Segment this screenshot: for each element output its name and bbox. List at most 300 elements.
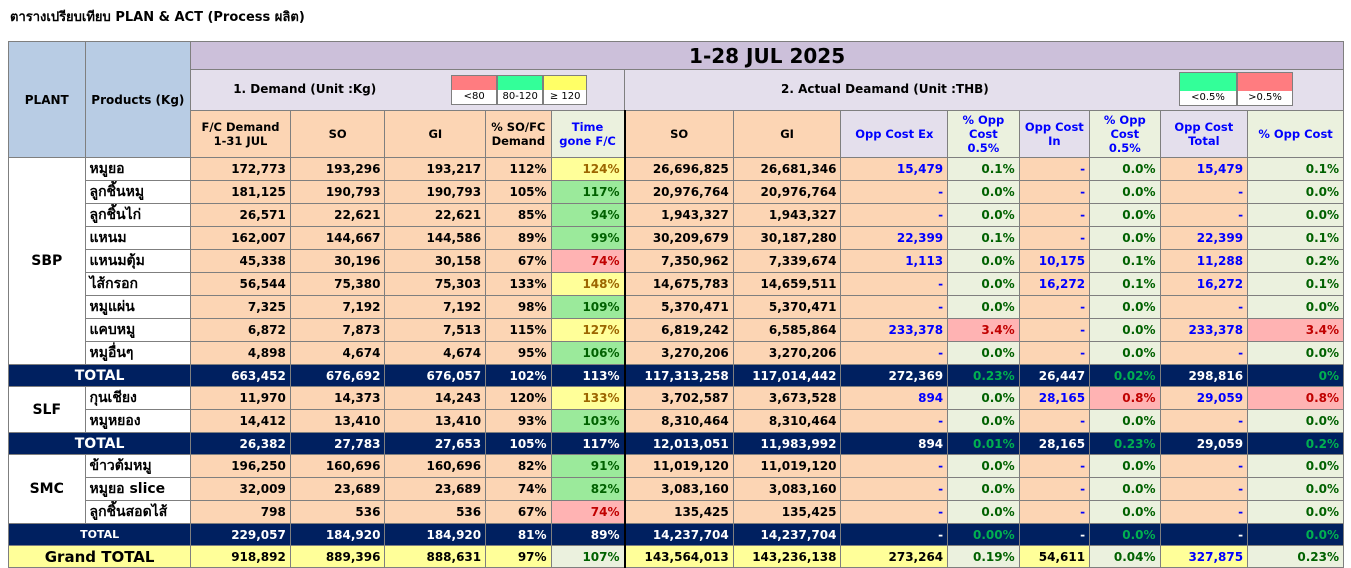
total-oin-cell: 28,165	[1019, 433, 1089, 455]
product-name: ไส้กรอก	[85, 273, 191, 296]
gi-cell: 160,696	[385, 455, 486, 478]
fc-demand-cell: 172,773	[191, 158, 291, 181]
gi-thb-cell: 7,339,674	[733, 250, 841, 273]
total-p1-cell: 0.00%	[948, 524, 1019, 546]
gi-thb-cell: 3,673,528	[733, 387, 841, 410]
time-gone-cell: 74%	[551, 501, 624, 524]
opp-cost-in-cell: -	[1019, 319, 1089, 342]
gi-cell: 23,689	[385, 478, 486, 501]
opp-cost-ex-cell: -	[841, 296, 948, 319]
grand-total-gi-cell: 888,631	[385, 546, 486, 568]
so-cell: 23,689	[290, 478, 385, 501]
header-gi: GI	[385, 111, 486, 158]
opp-cost-ex-cell: -	[841, 478, 948, 501]
pct-opp-1-cell: 0.0%	[948, 410, 1019, 433]
table-row	[9, 181, 1344, 204]
gi-thb-cell: 5,370,471	[733, 296, 841, 319]
gi-thb-cell: 26,681,346	[733, 158, 841, 181]
so-thb-cell: 3,702,587	[625, 387, 734, 410]
opp-cost-in-cell: -	[1019, 204, 1089, 227]
gi-thb-cell: 3,083,160	[733, 478, 841, 501]
pct-opp-2-cell: 0.0%	[1090, 319, 1160, 342]
gi-cell: 30,158	[385, 250, 486, 273]
table-row	[9, 501, 1344, 524]
header-fc-demand: F/C Demand 1-31 JUL	[191, 111, 291, 158]
fc-demand-cell: 196,250	[191, 455, 291, 478]
opp-cost-total-cell: 29,059	[1160, 387, 1248, 410]
fc-demand-cell: 45,338	[191, 250, 291, 273]
grand-total-p3-cell: 0.23%	[1248, 546, 1344, 568]
legend-high-pct-label: >0.5%	[1238, 91, 1292, 105]
time-gone-cell: 91%	[551, 455, 624, 478]
time-gone-cell: 74%	[551, 250, 624, 273]
opp-cost-in-cell: -	[1019, 455, 1089, 478]
product-name: ข้าวต้มหมู	[85, 455, 191, 478]
section-actual-title: 2. Actual Deamand (Unit :THB)	[781, 82, 989, 96]
so-thb-cell: 1,943,327	[625, 204, 734, 227]
total-fc-cell: 229,057	[191, 524, 291, 546]
opp-cost-in-cell: -	[1019, 296, 1089, 319]
total-so-cell: 676,692	[290, 365, 385, 387]
pct-opp-2-cell: 0.1%	[1090, 273, 1160, 296]
pct-opp-cost-cell: 0.1%	[1248, 227, 1344, 250]
so-thb-cell: 26,696,825	[625, 158, 734, 181]
product-name: ลูกชิ้นไก่	[85, 204, 191, 227]
gi-thb-cell: 30,187,280	[733, 227, 841, 250]
pct-so-fc-cell: 95%	[486, 342, 551, 365]
pct-opp-2-cell: 0.0%	[1090, 181, 1160, 204]
table-row	[9, 387, 1344, 410]
gi-thb-cell: 20,976,764	[733, 181, 841, 204]
total-pct-cell: 81%	[486, 524, 551, 546]
opp-cost-ex-cell: -	[841, 204, 948, 227]
pct-opp-cost-cell: 0.1%	[1248, 158, 1344, 181]
time-gone-cell: 117%	[551, 181, 624, 204]
pct-so-fc-cell: 112%	[486, 158, 551, 181]
pct-so-fc-cell: 82%	[486, 455, 551, 478]
legend-red-swatch	[452, 76, 496, 90]
so-thb-cell: 7,350,962	[625, 250, 734, 273]
gi-thb-cell: 3,270,206	[733, 342, 841, 365]
total-row	[9, 524, 1344, 546]
product-name: หมูอื่นๆ	[85, 342, 191, 365]
pct-opp-1-cell: 0.0%	[948, 181, 1019, 204]
pct-opp-1-cell: 0.0%	[948, 455, 1019, 478]
opp-cost-total-cell: -	[1160, 296, 1248, 319]
opp-cost-ex-cell: 1,113	[841, 250, 948, 273]
gi-thb-cell: 11,019,120	[733, 455, 841, 478]
total-gi2-cell: 117,014,442	[733, 365, 841, 387]
pct-opp-2-cell: 0.0%	[1090, 204, 1160, 227]
opp-cost-total-cell: 11,288	[1160, 250, 1248, 273]
table-row	[9, 410, 1344, 433]
opp-cost-in-cell: -	[1019, 227, 1089, 250]
legend-demand	[451, 75, 587, 105]
pct-so-fc-cell: 105%	[486, 181, 551, 204]
pct-opp-1-cell: 0.0%	[948, 478, 1019, 501]
time-gone-cell: 82%	[551, 478, 624, 501]
fc-demand-cell: 181,125	[191, 181, 291, 204]
total-fc-cell: 26,382	[191, 433, 291, 455]
time-gone-cell: 106%	[551, 342, 624, 365]
pct-opp-cost-cell: 0.0%	[1248, 501, 1344, 524]
opp-cost-ex-cell: -	[841, 181, 948, 204]
header-pct-opp-cost: % Opp Cost	[1248, 111, 1344, 158]
opp-cost-in-cell: -	[1019, 342, 1089, 365]
total-label: TOTAL	[9, 365, 191, 387]
pct-opp-cost-cell: 0.2%	[1248, 250, 1344, 273]
legend-yellow-swatch	[544, 76, 586, 90]
total-fc-cell: 663,452	[191, 365, 291, 387]
so-thb-cell: 8,310,464	[625, 410, 734, 433]
opp-cost-total-cell: -	[1160, 181, 1248, 204]
opp-cost-in-cell: -	[1019, 478, 1089, 501]
section-actual-header	[625, 70, 1344, 111]
opp-cost-total-cell: -	[1160, 455, 1248, 478]
so-thb-cell: 30,209,679	[625, 227, 734, 250]
grand-total-label: Grand TOTAL	[9, 546, 191, 568]
opp-cost-in-cell: -	[1019, 410, 1089, 433]
pct-opp-1-cell: 0.0%	[948, 387, 1019, 410]
fc-demand-cell: 4,898	[191, 342, 291, 365]
gi-cell: 14,243	[385, 387, 486, 410]
pct-opp-cost-cell: 0.0%	[1248, 342, 1344, 365]
total-oin-cell: -	[1019, 524, 1089, 546]
pct-opp-2-cell: 0.0%	[1090, 478, 1160, 501]
so-cell: 4,674	[290, 342, 385, 365]
header-so-thb: SO	[625, 111, 734, 158]
pct-so-fc-cell: 85%	[486, 204, 551, 227]
opp-cost-total-cell: 22,399	[1160, 227, 1248, 250]
opp-cost-ex-cell: 15,479	[841, 158, 948, 181]
section-demand-title: 1. Demand (Unit :Kg)	[233, 82, 377, 96]
pct-opp-2-cell: 0.0%	[1090, 227, 1160, 250]
table-row	[9, 250, 1344, 273]
pct-so-fc-cell: 133%	[486, 273, 551, 296]
header-pct-opp-1: % Opp Cost 0.5%	[948, 111, 1019, 158]
pct-opp-1-cell: 0.1%	[948, 227, 1019, 250]
product-name: หมูยอ slice	[85, 478, 191, 501]
opp-cost-in-cell: 28,165	[1019, 387, 1089, 410]
total-p3-cell: 0%	[1248, 365, 1344, 387]
opp-cost-ex-cell: 894	[841, 387, 948, 410]
pct-so-fc-cell: 98%	[486, 296, 551, 319]
so-cell: 7,192	[290, 296, 385, 319]
table-row	[9, 296, 1344, 319]
pct-opp-1-cell: 0.0%	[948, 501, 1019, 524]
total-tg-cell: 117%	[551, 433, 624, 455]
section-demand-header	[191, 70, 625, 111]
pct-opp-cost-cell: 0.0%	[1248, 181, 1344, 204]
fc-demand-cell: 7,325	[191, 296, 291, 319]
grand-total-p1-cell: 0.19%	[948, 546, 1019, 568]
gi-cell: 13,410	[385, 410, 486, 433]
fc-demand-cell: 798	[191, 501, 291, 524]
gi-cell: 536	[385, 501, 486, 524]
header-pct-so-fc: % SO/FC Demand	[486, 111, 551, 158]
legend-actual	[1179, 72, 1293, 106]
pct-opp-2-cell: 0.8%	[1090, 387, 1160, 410]
legend-low-pct-label: <0.5%	[1180, 91, 1236, 105]
total-gi-cell: 184,920	[385, 524, 486, 546]
product-name: แคบหมู	[85, 319, 191, 342]
total-ot-cell: 29,059	[1160, 433, 1248, 455]
gi-thb-cell: 6,585,864	[733, 319, 841, 342]
header-opp-cost-in: Opp Cost In	[1019, 111, 1089, 158]
opp-cost-ex-cell: 233,378	[841, 319, 948, 342]
pct-opp-1-cell: 0.0%	[948, 204, 1019, 227]
opp-cost-in-cell: 16,272	[1019, 273, 1089, 296]
gi-thb-cell: 14,659,511	[733, 273, 841, 296]
so-cell: 13,410	[290, 410, 385, 433]
header-gi-thb: GI	[733, 111, 841, 158]
fc-demand-cell: 56,544	[191, 273, 291, 296]
so-thb-cell: 6,819,242	[625, 319, 734, 342]
grand-total-pct-cell: 97%	[486, 546, 551, 568]
so-cell: 75,380	[290, 273, 385, 296]
fc-demand-cell: 11,970	[191, 387, 291, 410]
opp-cost-ex-cell: -	[841, 410, 948, 433]
pct-opp-1-cell: 0.0%	[948, 273, 1019, 296]
pct-opp-1-cell: 0.1%	[948, 158, 1019, 181]
so-thb-cell: 14,675,783	[625, 273, 734, 296]
gi-cell: 22,621	[385, 204, 486, 227]
total-label: TOTAL	[9, 524, 191, 546]
gi-cell: 144,586	[385, 227, 486, 250]
opp-cost-ex-cell: -	[841, 455, 948, 478]
pct-opp-cost-cell: 0.8%	[1248, 387, 1344, 410]
pct-opp-2-cell: 0.1%	[1090, 250, 1160, 273]
grand-total-gi2-cell: 143,236,138	[733, 546, 841, 568]
opp-cost-total-cell: -	[1160, 501, 1248, 524]
total-so2-cell: 117,313,258	[625, 365, 734, 387]
product-name: หมูแผ่น	[85, 296, 191, 319]
product-name: หมูหยอง	[85, 410, 191, 433]
time-gone-cell: 133%	[551, 387, 624, 410]
product-name: แหนม	[85, 227, 191, 250]
total-oex-cell: -	[841, 524, 948, 546]
so-cell: 193,296	[290, 158, 385, 181]
pct-opp-1-cell: 0.0%	[948, 296, 1019, 319]
pct-so-fc-cell: 93%	[486, 410, 551, 433]
table-row	[9, 204, 1344, 227]
pct-opp-2-cell: 0.0%	[1090, 455, 1160, 478]
gi-thb-cell: 8,310,464	[733, 410, 841, 433]
opp-cost-in-cell: 10,175	[1019, 250, 1089, 273]
header-products: Products (Kg)	[85, 42, 191, 158]
table-row	[9, 455, 1344, 478]
pct-opp-2-cell: 0.0%	[1090, 342, 1160, 365]
gi-cell: 4,674	[385, 342, 486, 365]
total-so-cell: 184,920	[290, 524, 385, 546]
header-plant: PLANT	[9, 42, 86, 158]
opp-cost-ex-cell: -	[841, 273, 948, 296]
total-oex-cell: 894	[841, 433, 948, 455]
so-cell: 160,696	[290, 455, 385, 478]
gi-cell: 190,793	[385, 181, 486, 204]
fc-demand-cell: 26,571	[191, 204, 291, 227]
plan-act-table	[8, 41, 1344, 568]
opp-cost-ex-cell: -	[841, 501, 948, 524]
total-row	[9, 365, 1344, 387]
total-gi-cell: 676,057	[385, 365, 486, 387]
total-tg-cell: 89%	[551, 524, 624, 546]
pct-so-fc-cell: 120%	[486, 387, 551, 410]
gi-cell: 7,192	[385, 296, 486, 319]
so-cell: 536	[290, 501, 385, 524]
pct-so-fc-cell: 67%	[486, 250, 551, 273]
time-gone-cell: 124%	[551, 158, 624, 181]
grand-total-tg-cell: 107%	[551, 546, 624, 568]
opp-cost-total-cell: -	[1160, 478, 1248, 501]
total-oex-cell: 272,369	[841, 365, 948, 387]
total-gi2-cell: 14,237,704	[733, 524, 841, 546]
pct-so-fc-cell: 89%	[486, 227, 551, 250]
total-so2-cell: 14,237,704	[625, 524, 734, 546]
legend-low-label: <80	[452, 90, 496, 104]
header-pct-opp-2: % Opp Cost 0.5%	[1090, 111, 1160, 158]
time-gone-cell: 109%	[551, 296, 624, 319]
product-name: ลูกชิ้นหมู	[85, 181, 191, 204]
pct-so-fc-cell: 74%	[486, 478, 551, 501]
table-row	[9, 273, 1344, 296]
time-gone-cell: 94%	[551, 204, 624, 227]
fc-demand-cell: 32,009	[191, 478, 291, 501]
opp-cost-total-cell: -	[1160, 410, 1248, 433]
grand-total-fc-cell: 918,892	[191, 546, 291, 568]
pct-opp-cost-cell: 0.1%	[1248, 273, 1344, 296]
table-row	[9, 342, 1344, 365]
page-title: ตารางเปรียบเทียบ PLAN & ACT (Process ผลิต)	[10, 10, 305, 25]
gi-cell: 75,303	[385, 273, 486, 296]
total-so2-cell: 12,013,051	[625, 433, 734, 455]
total-p3-cell: 0.0%	[1248, 524, 1344, 546]
opp-cost-ex-cell: 22,399	[841, 227, 948, 250]
pct-opp-cost-cell: 0.0%	[1248, 204, 1344, 227]
opp-cost-ex-cell: -	[841, 342, 948, 365]
time-gone-cell: 127%	[551, 319, 624, 342]
total-oin-cell: 26,447	[1019, 365, 1089, 387]
plant-cell: SLF	[9, 387, 86, 433]
total-gi2-cell: 11,983,992	[733, 433, 841, 455]
pct-opp-1-cell: 0.0%	[948, 342, 1019, 365]
pct-opp-1-cell: 0.0%	[948, 250, 1019, 273]
so-cell: 190,793	[290, 181, 385, 204]
pct-opp-cost-cell: 0.0%	[1248, 478, 1344, 501]
pct-opp-2-cell: 0.0%	[1090, 296, 1160, 319]
pct-so-fc-cell: 67%	[486, 501, 551, 524]
so-thb-cell: 3,270,206	[625, 342, 734, 365]
table-row	[9, 319, 1344, 342]
grand-total-p2-cell: 0.04%	[1090, 546, 1160, 568]
total-p1-cell: 0.23%	[948, 365, 1019, 387]
legend-high-label: ≥ 120	[544, 90, 586, 104]
header-time-gone: Time gone F/C	[551, 111, 624, 158]
grand-total-ot-cell: 327,875	[1160, 546, 1248, 568]
time-gone-cell: 99%	[551, 227, 624, 250]
product-name: แหนมตุ้ม	[85, 250, 191, 273]
grand-total-oin-cell: 54,611	[1019, 546, 1089, 568]
pct-opp-2-cell: 0.0%	[1090, 158, 1160, 181]
table-row	[9, 158, 1344, 181]
so-thb-cell: 135,425	[625, 501, 734, 524]
pct-opp-1-cell: 3.4%	[948, 319, 1019, 342]
so-thb-cell: 3,083,160	[625, 478, 734, 501]
gi-cell: 7,513	[385, 319, 486, 342]
opp-cost-total-cell: -	[1160, 342, 1248, 365]
grand-total-oex-cell: 273,264	[841, 546, 948, 568]
total-ot-cell: -	[1160, 524, 1248, 546]
opp-cost-total-cell: 233,378	[1160, 319, 1248, 342]
pct-so-fc-cell: 115%	[486, 319, 551, 342]
so-thb-cell: 11,019,120	[625, 455, 734, 478]
plant-cell: SMC	[9, 455, 86, 524]
opp-cost-in-cell: -	[1019, 158, 1089, 181]
time-gone-cell: 103%	[551, 410, 624, 433]
grand-total-row	[9, 546, 1344, 568]
table-row	[9, 478, 1344, 501]
opp-cost-total-cell: 16,272	[1160, 273, 1248, 296]
header-opp-cost-ex: Opp Cost Ex	[841, 111, 948, 158]
total-ot-cell: 298,816	[1160, 365, 1248, 387]
time-gone-cell: 148%	[551, 273, 624, 296]
so-cell: 14,373	[290, 387, 385, 410]
pct-opp-2-cell: 0.0%	[1090, 501, 1160, 524]
pct-opp-2-cell: 0.0%	[1090, 410, 1160, 433]
total-p3-cell: 0.2%	[1248, 433, 1344, 455]
so-thb-cell: 5,370,471	[625, 296, 734, 319]
opp-cost-in-cell: -	[1019, 501, 1089, 524]
product-name: ลูกชิ้นสอดไส้	[85, 501, 191, 524]
total-row	[9, 433, 1344, 455]
total-p2-cell: 0.02%	[1090, 365, 1160, 387]
so-cell: 22,621	[290, 204, 385, 227]
gi-thb-cell: 135,425	[733, 501, 841, 524]
grand-total-so-cell: 889,396	[290, 546, 385, 568]
legend-green-swatch-2	[1180, 73, 1236, 91]
product-name: กุนเชียง	[85, 387, 191, 410]
total-tg-cell: 113%	[551, 365, 624, 387]
total-label: TOTAL	[9, 433, 191, 455]
total-pct-cell: 102%	[486, 365, 551, 387]
grand-total-so2-cell: 143,564,013	[625, 546, 734, 568]
so-cell: 30,196	[290, 250, 385, 273]
fc-demand-cell: 6,872	[191, 319, 291, 342]
gi-thb-cell: 1,943,327	[733, 204, 841, 227]
product-name: หมูยอ	[85, 158, 191, 181]
total-p2-cell: 0.23%	[1090, 433, 1160, 455]
header-so: SO	[290, 111, 385, 158]
legend-green-swatch	[498, 76, 542, 90]
so-cell: 144,667	[290, 227, 385, 250]
so-thb-cell: 20,976,764	[625, 181, 734, 204]
legend-mid-label: 80-120	[498, 90, 542, 104]
table-row	[9, 227, 1344, 250]
opp-cost-total-cell: -	[1160, 204, 1248, 227]
pct-opp-cost-cell: 0.0%	[1248, 455, 1344, 478]
pct-opp-cost-cell: 3.4%	[1248, 319, 1344, 342]
pct-opp-cost-cell: 0.0%	[1248, 296, 1344, 319]
total-so-cell: 27,783	[290, 433, 385, 455]
opp-cost-in-cell: -	[1019, 181, 1089, 204]
header-opp-cost-total: Opp Cost Total	[1160, 111, 1248, 158]
period-title: 1-28 JUL 2025	[191, 42, 1344, 70]
total-p2-cell: 0.0%	[1090, 524, 1160, 546]
total-p1-cell: 0.01%	[948, 433, 1019, 455]
legend-red-swatch-2	[1238, 73, 1292, 91]
pct-opp-cost-cell: 0.0%	[1248, 410, 1344, 433]
fc-demand-cell: 162,007	[191, 227, 291, 250]
